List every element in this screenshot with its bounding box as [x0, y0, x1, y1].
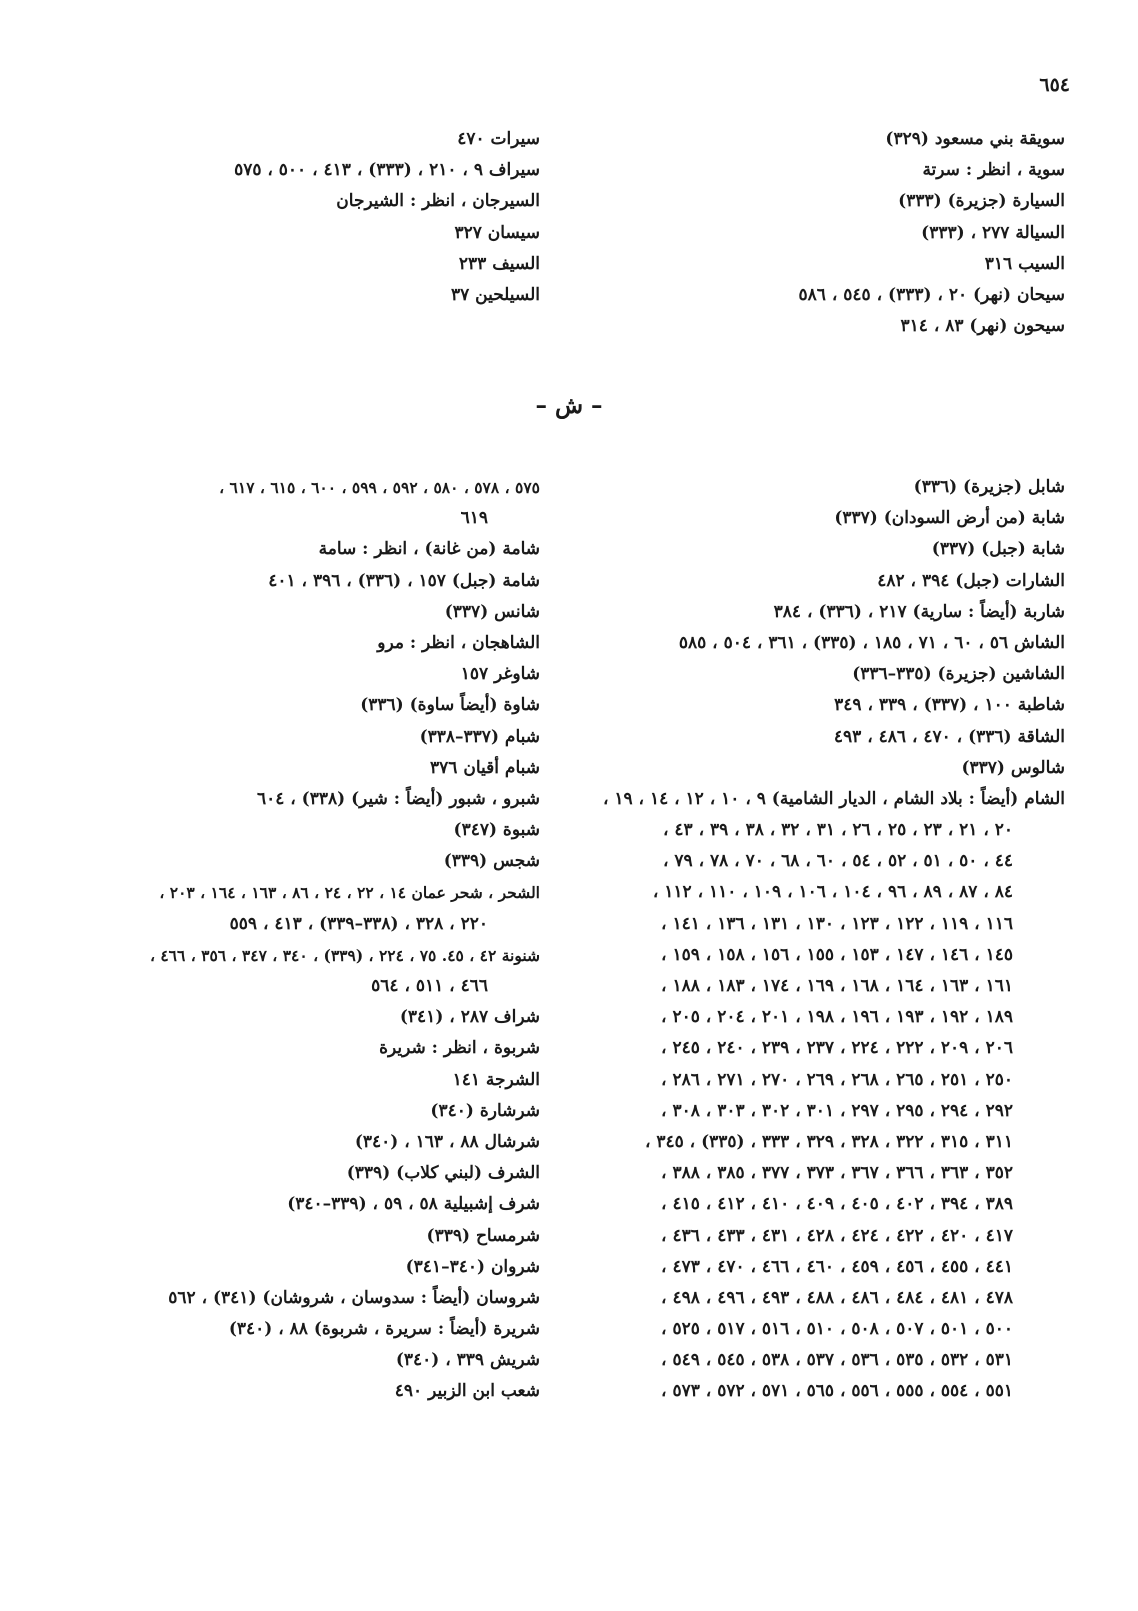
index-entry: السيلحين ٣٧: [450, 284, 540, 305]
index-entry: الشرجة ١٤١: [452, 1069, 540, 1090]
index-entry: السيرجان ، انظر : الشيرجان: [336, 191, 540, 212]
index-entry: شانس (٣٣٧): [444, 601, 540, 622]
index-entry: الشحر ، شحر عمان ١٤ ، ٢٢ ، ٢٤ ، ٨٦ ، ١٦٣ ، ١٦٤ ، ٢٠٣ ،: [159, 883, 540, 903]
index-entry: ١٤٥ ، ١٤٦ ، ١٤٧ ، ١٥٣ ، ١٥٥ ، ١٥٦ ، ١٥٨ ، ١٥٩ ،: [661, 944, 1013, 965]
index-entry: شبرو ، شبور (أيضاً : شير) (٣٣٨) ، ٦٠٤: [256, 788, 540, 809]
index-entry: شروسان (أيضاً : سدوسان ، شروشان) (٣٤١) ، ٥٦٢: [168, 1287, 540, 1308]
index-entry: شروان (٣٤٠–٣٤١): [405, 1256, 540, 1277]
index-entry: ٣٨٩ ، ٣٩٤ ، ٤٠٢ ، ٤٠٥ ، ٤٠٩ ، ٤١٠ ، ٤١٢ ، ٤١٥ ،: [661, 1194, 1013, 1215]
index-entry: ٨٤ ، ٨٧ ، ٨٩ ، ٩٦ ، ١٠٤ ، ١٠٦ ، ١٠٩ ، ١١٠ ، ١١٢ ،: [652, 882, 1013, 903]
index-entry: سيسان ٣٢٧: [454, 222, 540, 243]
index-entry: الشام (أيضاً : بلاد الشام ، الديار الشامية) ٩ ، ١٠ ، ١٢ ، ١٤ ، ١٩ ،: [602, 788, 1065, 809]
index-entry: شراف ٢٨٧ ، (٣٤١): [399, 1007, 540, 1028]
index-entry: السيالة ٢٧٧ ، (٣٣٣): [921, 222, 1065, 243]
index-entry: الشاقة (٣٣٦) ، ٤٧٠ ، ٤٨٦ ، ٤٩٣: [833, 726, 1065, 747]
index-entry: ٤٤ ، ٥٠ ، ٥١ ، ٥٢ ، ٥٤ ، ٦٠ ، ٦٨ ، ٧٠ ، ٧٨ ، ٧٩ ،: [662, 851, 1013, 872]
section-header: – ش –: [535, 392, 603, 419]
index-entry: شرشارة (٣٤٠): [430, 1100, 540, 1121]
index-entry: شبام أقيان ٣٧٦: [430, 757, 540, 778]
index-column-bottom-left: [40, 472, 540, 1408]
index-entry: الشاهجان ، انظر : مرو: [377, 632, 540, 653]
index-entry: ٤١٧ ، ٤٢٠ ، ٤٢٢ ، ٤٢٤ ، ٤٢٨ ، ٤٣١ ، ٤٣٣ ، ٤٣٦ ،: [661, 1225, 1013, 1246]
index-entry: ٢٥٠ ، ٢٥١ ، ٢٦٥ ، ٢٦٨ ، ٢٦٩ ، ٢٧٠ ، ٢٧١ ، ٢٨٦ ،: [661, 1069, 1013, 1090]
index-entry: شعب ابن الزبير ٤٩٠: [394, 1381, 540, 1402]
index-entry: ٤٤١ ، ٤٥٥ ، ٤٥٦ ، ٤٥٩ ، ٤٦٠ ، ٤٦٦ ، ٤٧٠ ، ٤٧٣ ،: [661, 1256, 1013, 1277]
index-entry: شبوة (٣٤٧): [453, 820, 540, 841]
index-entry: سيرات ٤٧٠: [457, 129, 540, 149]
index-entry: شالوس (٣٣٧): [961, 757, 1065, 778]
index-entry: شابل (جزيرة) (٣٣٦): [913, 477, 1065, 497]
index-entry: شامة (جبل) ١٥٧ ، (٣٣٦) ، ٣٩٦ ، ٤٠١: [268, 570, 540, 591]
index-entry: سيحون (نهر) ٨٣ ، ٣١٤: [900, 316, 1065, 337]
index-entry: الشاش ٥٦ ، ٦٠ ، ٧١ ، ١٨٥ ، (٣٣٥) ، ٣٦١ ، ٥٠٤ ، ٥٨٥: [678, 632, 1065, 653]
index-entry: ٣١١ ، ٣١٥ ، ٣٢٢ ، ٣٢٨ ، ٣٢٩ ، ٣٣٣ ، (٣٣٥) ، ٣٤٥ ،: [644, 1131, 1013, 1152]
index-entry: الشرف (لبني كلاب) (٣٣٩): [346, 1163, 540, 1184]
index-entry: ٤٧٨ ، ٤٨١ ، ٤٨٤ ، ٤٨٦ ، ٤٨٨ ، ٤٩٣ ، ٤٩٦ ، ٤٩٨ ،: [661, 1287, 1013, 1308]
index-entry: ٢٢٠ ، ٣٢٨ ، (٣٣٨–٣٣٩) ، ٤١٣ ، ٥٥٩: [229, 913, 488, 934]
index-entry: ١٦١ ، ١٦٣ ، ١٦٤ ، ١٦٨ ، ١٦٩ ، ١٧٤ ، ١٨٣ ، ١٨٨ ،: [661, 976, 1013, 996]
index-column-bottom-right: [560, 472, 1065, 1408]
index-entry: شريرة (أيضاً : سريرة ، شربوة) ٨٨ ، (٣٤٠): [228, 1319, 540, 1340]
index-entry: سويقة بني مسعود (٣٢٩): [885, 129, 1065, 149]
page-number: ٦٥٤: [1039, 74, 1070, 96]
index-entry: شجس (٣٣٩): [443, 851, 540, 872]
index-entry: شنونة ٤٢ ، ٤٥. ٧٥ ، ٢٢٤ ، (٣٣٩) ، ٣٤٠ ، ٣٤٧ ، ٣٥٦ ، ٤٦٦ ،: [149, 945, 540, 965]
index-entry: ١٨٩ ، ١٩٢ ، ١٩٣ ، ١٩٦ ، ١٩٨ ، ٢٠١ ، ٢٠٤ ، ٢٠٥ ،: [661, 1007, 1013, 1028]
index-entry: ١١٦ ، ١١٩ ، ١٢٢ ، ١٢٣ ، ١٣٠ ، ١٣١ ، ١٣٦ ، ١٤١ ،: [661, 913, 1013, 934]
index-entry: شربوة ، انظر : شريرة: [379, 1038, 540, 1059]
index-column-top-left: [120, 124, 540, 311]
index-entry: شاطبة ١٠٠ ، (٣٣٧) ، ٣٣٩ ، ٣٤٩: [834, 695, 1065, 716]
index-entry: ٥٣١ ، ٥٣٢ ، ٥٣٥ ، ٥٣٦ ، ٥٣٧ ، ٥٣٨ ، ٥٤٥ ، ٥٤٩ ،: [661, 1350, 1013, 1371]
index-entry: شرف إشبيلية ٥٨ ، ٥٩ ، (٣٣٩–٣٤٠): [287, 1194, 540, 1215]
index-entry: شاربة (أيضاً : سارية) ٢١٧ ، (٣٣٦) ، ٣٨٤: [773, 601, 1065, 622]
index-entry: سيراف ٩ ، ٢١٠ ، (٣٣٣) ، ٤١٣ ، ٥٠٠ ، ٥٧٥: [234, 160, 540, 181]
index-entry: ٢٠٦ ، ٢٠٩ ، ٢٢٢ ، ٢٢٤ ، ٢٣٧ ، ٢٣٩ ، ٢٤٠ ، ٢٤٥ ،: [661, 1038, 1013, 1059]
index-entry: ٣٥٢ ، ٣٦٣ ، ٣٦٦ ، ٣٦٧ ، ٣٧٣ ، ٣٧٧ ، ٣٨٥ ، ٣٨٨ ،: [661, 1163, 1013, 1184]
index-entry: شابة (من أرض السودان) (٣٣٧): [834, 508, 1065, 529]
index-entry: ٢٠ ، ٢١ ، ٢٣ ، ٢٥ ، ٢٦ ، ٣١ ، ٣٢ ، ٣٨ ، ٣٩ ، ٤٣ ،: [662, 820, 1013, 841]
index-entry: الشاشين (جزيرة) (٣٣٥–٣٣٦): [852, 664, 1065, 685]
index-entry: ٢٩٢ ، ٢٩٤ ، ٢٩٥ ، ٢٩٧ ، ٣٠١ ، ٣٠٢ ، ٣٠٣ ، ٣٠٨ ،: [661, 1100, 1013, 1121]
index-entry: شابة (جبل) (٣٣٧): [931, 539, 1065, 560]
index-entry: ٥٠٠ ، ٥٠١ ، ٥٠٧ ، ٥٠٨ ، ٥١٠ ، ٥١٦ ، ٥١٧ ، ٥٢٥ ،: [661, 1319, 1013, 1340]
index-entry: ٤٦٦ ، ٥١١ ، ٥٦٤: [371, 976, 488, 996]
index-entry: شبام (٣٣٧–٣٣٨): [419, 726, 540, 747]
index-entry: السيارة (جزيرة) (٣٣٣): [898, 191, 1065, 212]
index-entry: السيف ٢٣٣: [458, 253, 540, 274]
index-entry: شامة (من غانة) ، انظر : سامة: [318, 539, 540, 560]
index-entry: شرشال ٨٨ ، ١٦٣ ، (٣٤٠): [354, 1131, 540, 1152]
index-entry: شريش ٣٣٩ ، (٣٤٠): [395, 1350, 540, 1371]
index-entry: السيب ٣١٦: [984, 253, 1065, 274]
index-entry: سوية ، انظر : سرتة: [922, 160, 1065, 181]
index-entry: شاوة (أيضاً ساوة) (٣٣٦): [360, 695, 540, 716]
index-entry: سيحان (نهر) ٢٠ ، (٣٣٣) ، ٥٤٥ ، ٥٨٦: [798, 284, 1065, 305]
index-entry: ٥٧٥ ، ٥٧٨ ، ٥٨٠ ، ٥٩٢ ، ٥٩٩ ، ٦٠٠ ، ٦١٥ ، ٦١٧ ،: [219, 478, 540, 497]
index-entry: ٦١٩: [460, 508, 488, 529]
index-entry: الشارات (جبل) ٣٩٤ ، ٤٨٢: [877, 570, 1065, 591]
index-entry: ٥٥١ ، ٥٥٤ ، ٥٥٥ ، ٥٥٦ ، ٥٦٥ ، ٥٧١ ، ٥٧٢ ، ٥٧٣ ،: [661, 1381, 1013, 1402]
index-entry: شرمساح (٣٣٩): [426, 1225, 540, 1246]
index-column-top-right: [560, 124, 1065, 342]
index-entry: شاوغر ١٥٧: [460, 664, 540, 685]
